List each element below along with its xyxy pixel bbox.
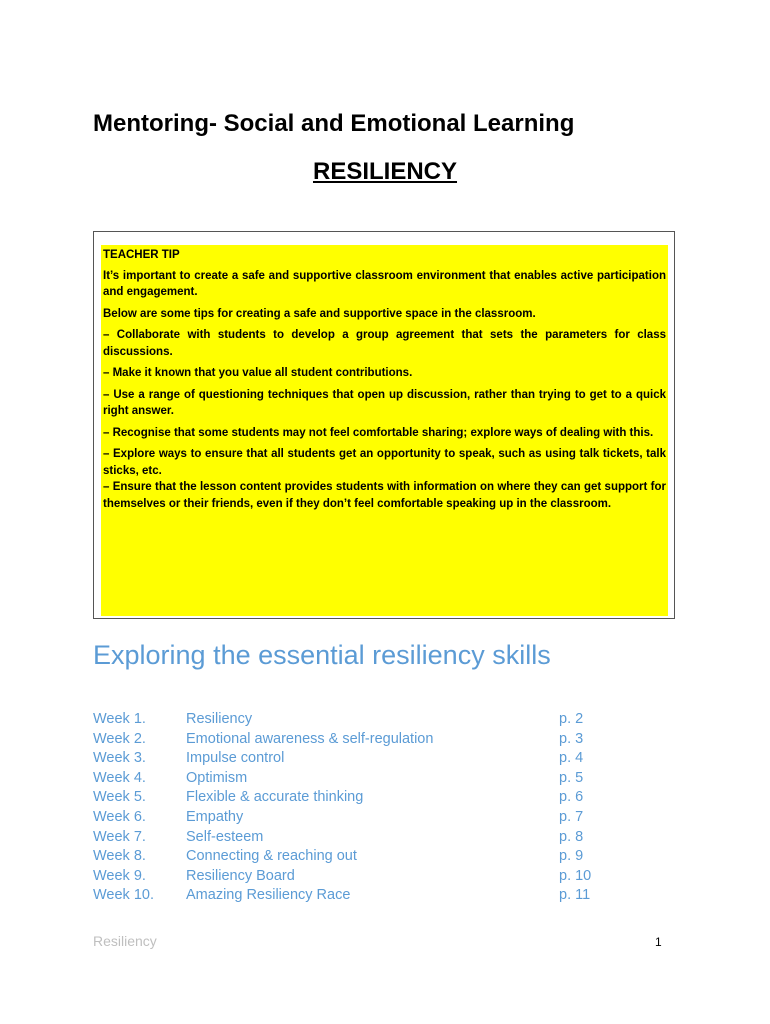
contents-page: p. 10 <box>559 867 592 884</box>
contents-week: Week 2. <box>93 730 146 747</box>
contents-week: Week 4. <box>93 769 146 786</box>
contents-item <box>93 731 653 751</box>
contents-page: p. 8 <box>559 828 584 845</box>
footer-label: Resiliency <box>93 933 157 949</box>
contents-page: p. 4 <box>559 750 584 767</box>
contents-item <box>93 770 653 790</box>
document-title: Mentoring- Social and Emotional Learning <box>93 110 575 137</box>
contents-week: Week 3. <box>93 750 146 767</box>
teacher-tip-paragraph: – Make it known that you value all student contributions. <box>103 367 413 379</box>
page-number: 1 <box>655 935 662 949</box>
contents-page: p. 5 <box>559 769 584 786</box>
teacher-tip-paragraph: – Explore ways to ensure that all students get an opportunity to speak, such as using talk tickets, talk sticks, etc. <box>103 448 666 477</box>
contents-page: p. 11 <box>559 887 591 904</box>
contents-list <box>93 711 653 907</box>
contents-week: Week 1. <box>93 711 146 727</box>
contents-item <box>93 750 653 770</box>
contents-item <box>93 868 653 888</box>
contents-page: p. 3 <box>559 730 584 747</box>
contents-week: Week 7. <box>93 828 146 845</box>
contents-topic: Empathy <box>186 808 244 825</box>
teacher-tip-paragraph: It’s important to create a safe and supportive classroom environment that enables active participation and engagement. <box>103 269 666 298</box>
contents-topic: Optimism <box>186 769 248 786</box>
contents-topic: Connecting & reaching out <box>186 848 357 865</box>
teacher-tip-paragraph: Below are some tips for creating a safe and supportive space in the classroom. <box>103 307 536 320</box>
contents-item <box>93 809 653 829</box>
teacher-tip-label: TEACHER TIP <box>103 249 180 261</box>
contents-topic: Flexible & accurate thinking <box>186 789 364 806</box>
contents-week: Week 6. <box>93 808 146 825</box>
contents-week: Week 8. <box>93 848 146 865</box>
contents-item <box>93 711 653 731</box>
contents-topic: Resiliency <box>186 711 253 727</box>
teacher-tip-paragraph: – Ensure that the lesson content provides students with information on where they can get support for themselves or their friends, even if they don’t feel comfortable speaking up in the classroom. <box>103 481 666 510</box>
contents-topic: Self-esteem <box>186 828 264 845</box>
contents-topic: Impulse control <box>186 750 285 767</box>
contents-page: p. 9 <box>559 848 584 865</box>
contents-topic: Emotional awareness & self-regulation <box>186 730 434 747</box>
contents-page: p. 2 <box>559 711 584 727</box>
contents-item <box>93 789 653 809</box>
contents-item <box>93 887 653 907</box>
teacher-tip-box <box>93 231 675 619</box>
contents-heading: Exploring the essential resiliency skills <box>93 640 551 670</box>
teacher-tip-paragraph: – Collaborate with students to develop a group agreement that sets the parameters for class discussions. <box>103 329 666 358</box>
teacher-tip-paragraph: – Use a range of questioning techniques that open up discussion, rather than trying to get to a quick right answer. <box>103 388 666 417</box>
contents-week: Week 10. <box>93 887 154 904</box>
contents-page: p. 6 <box>559 789 584 806</box>
teacher-tip-paragraph: – Recognise that some students may not feel comfortable sharing; explore ways of dealing with this. <box>103 426 654 439</box>
contents-page: p. 7 <box>559 808 584 825</box>
document-subtitle: RESILIENCY <box>312 158 458 185</box>
contents-item <box>93 848 653 868</box>
contents-week: Week 9. <box>93 867 146 884</box>
contents-topic: Amazing Resiliency Race <box>186 887 351 904</box>
contents-item <box>93 829 653 849</box>
contents-topic: Resiliency Board <box>186 867 295 884</box>
teacher-tip-highlight <box>101 245 668 616</box>
contents-week: Week 5. <box>93 789 146 806</box>
